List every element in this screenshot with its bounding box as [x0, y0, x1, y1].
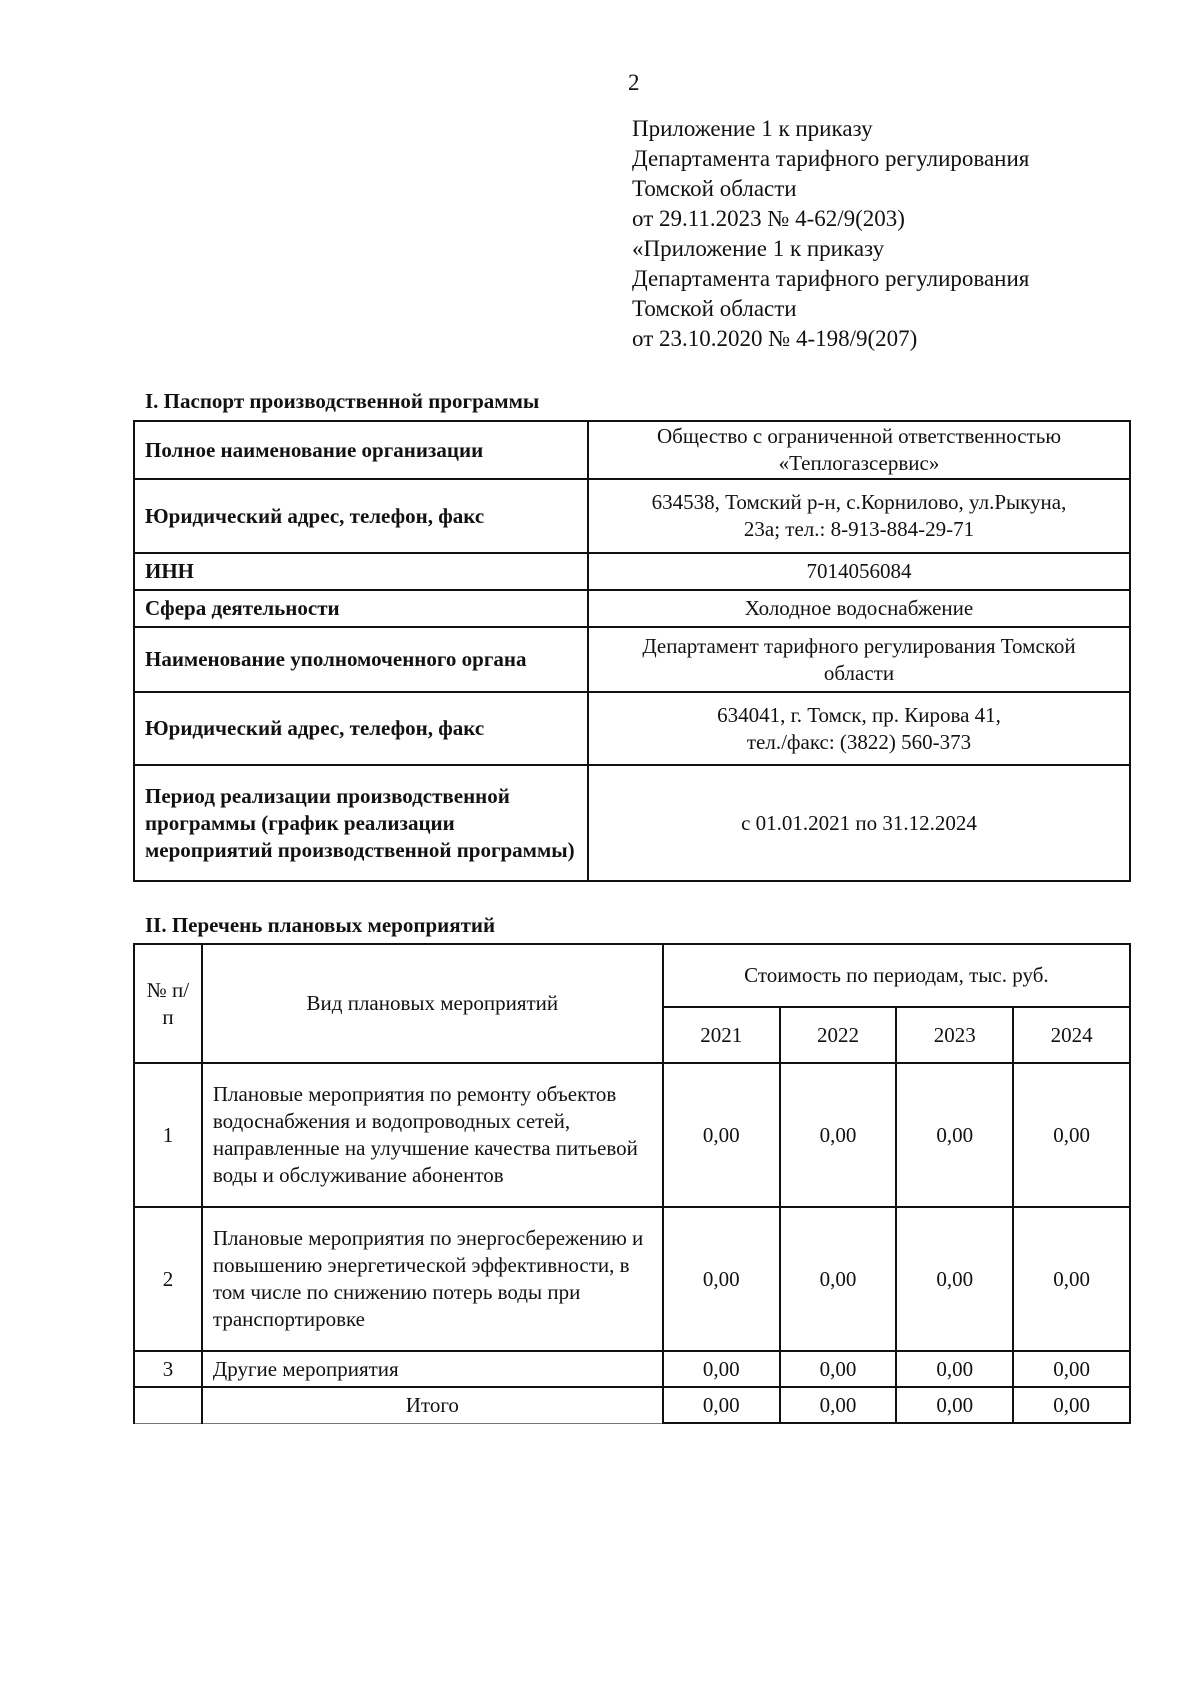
year-header: 2021 — [663, 1007, 780, 1063]
row-desc: Плановые мероприятия по ремонту объектов водоснабжения и водопроводных сетей, направленные на улучшение качества питьевой воды и обслуживание абонентов — [202, 1063, 663, 1207]
year-header: 2024 — [1013, 1007, 1130, 1063]
plan-table — [133, 943, 1131, 1424]
passport-label: Юридический адрес, телефон, факс — [134, 692, 588, 765]
passport-row — [134, 421, 1130, 479]
passport-label: Юридический адрес, телефон, факс — [134, 479, 588, 553]
passport-label: Полное наименование организации — [134, 421, 588, 479]
header-line: Департамента тарифного регулирования — [632, 146, 1030, 171]
header-line: Департамента тарифного регулирования — [632, 266, 1030, 291]
header-line: «Приложение 1 к приказу — [632, 236, 885, 261]
row-desc: Другие мероприятия — [202, 1351, 663, 1387]
total-row — [134, 1387, 1130, 1423]
cost-cell: 0,00 — [1013, 1351, 1130, 1387]
cost-cell: 0,00 — [1013, 1063, 1130, 1207]
cost-cell: 0,00 — [1013, 1207, 1130, 1351]
total-label: Итого — [202, 1387, 663, 1423]
cost-cell: 0,00 — [780, 1207, 897, 1351]
passport-table — [133, 420, 1131, 882]
table-row — [134, 1063, 1130, 1207]
row-num: 2 — [134, 1207, 202, 1351]
section1-title: I. Паспорт производственной программы — [145, 389, 540, 413]
passport-label: Сфера деятельности — [134, 590, 588, 627]
passport-row — [134, 627, 1130, 692]
cost-cell: 0,00 — [663, 1351, 780, 1387]
total-cell: 0,00 — [896, 1387, 1013, 1423]
cost-cell: 0,00 — [896, 1063, 1013, 1207]
year-header: 2022 — [780, 1007, 897, 1063]
cost-cell: 0,00 — [663, 1063, 780, 1207]
passport-row — [134, 765, 1130, 881]
passport-value: 634041, г. Томск, пр. Кирова 41, тел./факс: (3822) 560-373 — [588, 692, 1130, 765]
section2-title: II. Перечень плановых мероприятий — [145, 913, 496, 937]
appendix-header — [632, 114, 1029, 354]
passport-label: Период реализации производственной программы (график реализации мероприятий производственной программы) — [134, 765, 588, 881]
table-row — [134, 1207, 1130, 1351]
passport-row — [134, 479, 1130, 553]
page-number: 2 — [628, 70, 640, 95]
passport-row — [134, 692, 1130, 765]
cost-cell: 0,00 — [896, 1207, 1013, 1351]
row-num: 3 — [134, 1351, 202, 1387]
passport-value: 634538, Томский р-н, с.Корнилово, ул.Рыкуна, 23а; тел.: 8-913-884-29-71 — [588, 479, 1130, 553]
passport-row — [134, 553, 1130, 590]
col-header-desc: Вид плановых мероприятий — [202, 944, 663, 1063]
total-cell: 0,00 — [780, 1387, 897, 1423]
passport-label: Наименование уполномоченного органа — [134, 627, 588, 692]
total-cell: 0,00 — [663, 1387, 780, 1423]
passport-value: Департамент тарифного регулирования Томской области — [588, 627, 1130, 692]
col-header-cost: Стоимость по периодам, тыс. руб. — [663, 944, 1130, 1007]
cost-cell: 0,00 — [896, 1351, 1013, 1387]
passport-row — [134, 590, 1130, 627]
cost-cell: 0,00 — [663, 1207, 780, 1351]
passport-value: с 01.01.2021 по 31.12.2024 — [588, 765, 1130, 881]
header-line: Приложение 1 к приказу — [632, 116, 873, 141]
passport-value: 7014056084 — [588, 553, 1130, 590]
header-line: от 29.11.2023 № 4-62/9(203) — [632, 206, 905, 231]
row-desc: Плановые мероприятия по энергосбережению и повышению энергетической эффективности, в том числе по снижению потерь воды при транспортировке — [202, 1207, 663, 1351]
header-line: Томской области — [632, 176, 797, 201]
total-num-empty — [134, 1387, 202, 1423]
passport-label: ИНН — [134, 553, 588, 590]
passport-value: Общество с ограниченной ответственностью «Теплогазсервис» — [588, 421, 1130, 479]
row-num: 1 — [134, 1063, 202, 1207]
passport-value: Холодное водоснабжение — [588, 590, 1130, 627]
year-header: 2023 — [896, 1007, 1013, 1063]
cost-cell: 0,00 — [780, 1351, 897, 1387]
table-row — [134, 1351, 1130, 1387]
cost-cell: 0,00 — [780, 1063, 897, 1207]
header-line: от 23.10.2020 № 4-198/9(207) — [632, 326, 918, 351]
total-cell: 0,00 — [1013, 1387, 1130, 1423]
col-header-num: № п/п — [134, 944, 202, 1063]
header-line: Томской области — [632, 296, 797, 321]
